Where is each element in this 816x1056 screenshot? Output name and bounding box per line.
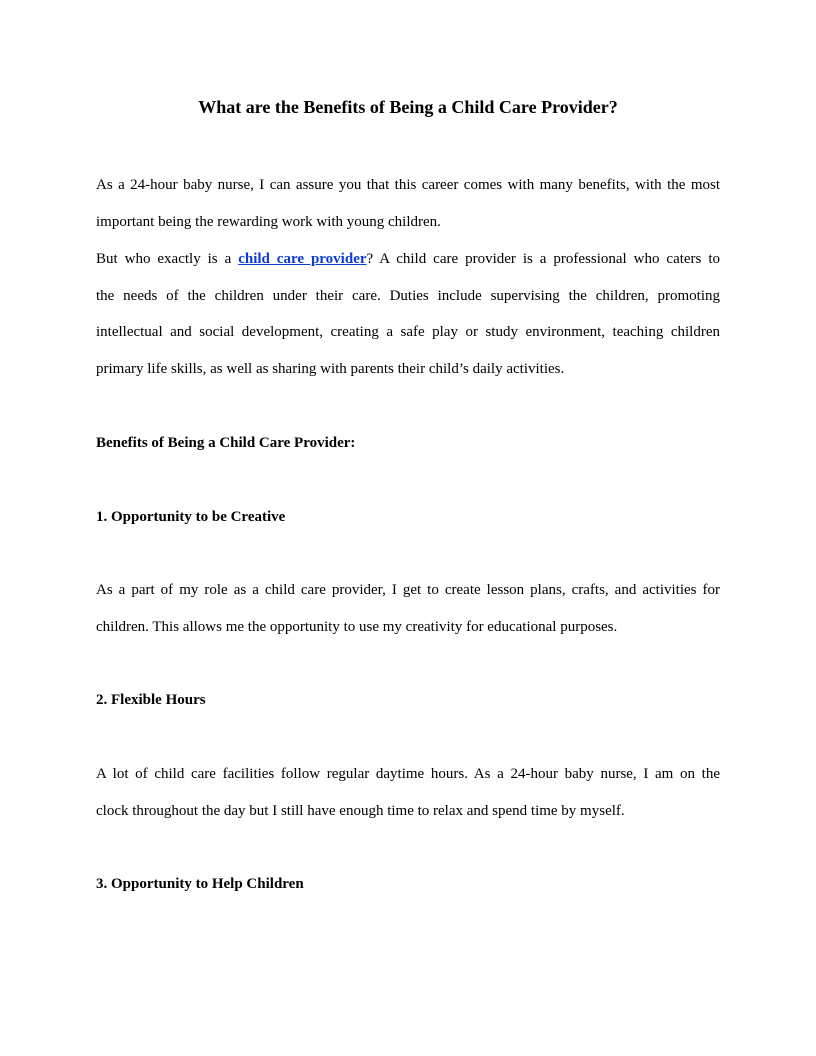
paragraph-line: clock throughout the day but I still have enough time to relax and spend time by myself. (96, 803, 625, 819)
paragraph-line: primary life skills, as well as sharing with parents their child’s daily activities. (96, 361, 565, 377)
paragraph-line: As a part of my role as a child care provider, I get to create lesson plans, crafts, and activities for (96, 582, 720, 598)
paragraph-line: the needs of the children under their care. Duties include supervising the children, promoting (96, 288, 720, 304)
paragraph-line: important being the rewarding work with young children. (96, 214, 441, 230)
paragraph-line: As a 24-hour baby nurse, I can assure you that this career comes with many benefits, with the most (96, 177, 720, 193)
text: ? A child care provider is a professional who caters to (366, 251, 720, 267)
section-heading: 1. Opportunity to be Creative (96, 509, 286, 525)
paragraph-line (96, 251, 720, 268)
paragraph-line: intellectual and social development, creating a safe play or study environment, teaching children (96, 324, 720, 340)
section-heading: Benefits of Being a Child Care Provider: (96, 435, 356, 451)
section-heading: 3. Opportunity to Help Children (96, 876, 304, 892)
text: But who exactly is a (96, 251, 239, 267)
paragraph-line: A lot of child care facilities follow regular daytime hours. As a 24-hour baby nurse, I am on the (96, 766, 720, 782)
paragraph-line: children. This allows me the opportunity to use my creativity for educational purposes. (96, 619, 618, 635)
section-heading: 2. Flexible Hours (96, 692, 206, 708)
page-title: What are the Benefits of Being a Child Care Provider? (198, 97, 618, 117)
child-care-provider-link[interactable]: child care provider (238, 251, 367, 267)
